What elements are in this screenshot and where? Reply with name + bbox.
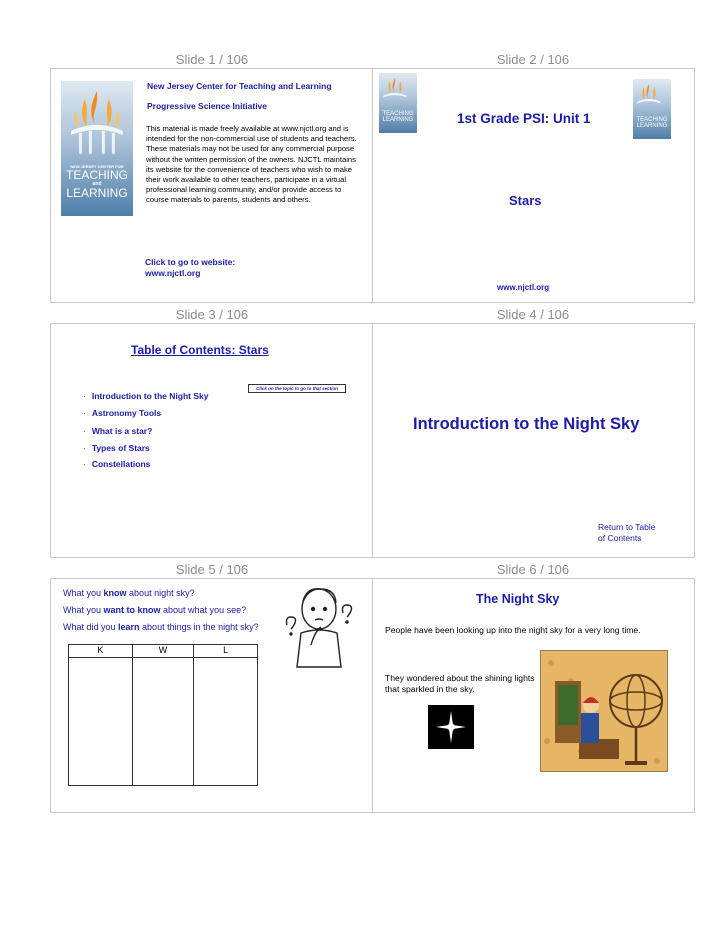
- flame-logo-icon: [61, 89, 133, 154]
- logo-text: NEW JERSEY CENTER FOR TEACHING and LEARNING: [65, 164, 128, 201]
- return-to-toc-link[interactable]: Return to Table of Contents: [598, 522, 656, 543]
- slide-4-title: Introduction to the Night Sky: [413, 415, 640, 433]
- slide-5-label: Slide 5 / 106: [175, 562, 249, 577]
- flame-logo-icon: [633, 83, 665, 112]
- slide-2[interactable]: [372, 68, 695, 303]
- flame-logo-icon: [379, 77, 411, 106]
- slide-4-label: Slide 4 / 106: [496, 307, 570, 322]
- toc-item-star[interactable]: · What is a star?: [83, 426, 153, 436]
- slide-5[interactable]: [50, 578, 373, 813]
- toc-item-intro[interactable]: · Introduction to the Night Sky: [83, 391, 209, 401]
- toc-title: Table of Contents: Stars: [131, 343, 269, 357]
- kwl-cell-w[interactable]: [132, 658, 194, 786]
- slide-6-paragraph-2: They wondered about the shining lights that sparkled in the sky.: [385, 673, 535, 694]
- toc-item-tools[interactable]: · Astronomy Tools: [83, 408, 162, 418]
- kwl-cell-k[interactable]: [69, 658, 133, 786]
- njctl-logo-right: TEACHING LEARNING: [633, 79, 671, 139]
- star-image: [428, 705, 474, 749]
- njctl-logo: [61, 81, 133, 216]
- thinking-boy-icon: [281, 583, 359, 669]
- kwl-header-l: L: [194, 645, 258, 658]
- kwl-table[interactable]: [68, 644, 258, 786]
- slide-4[interactable]: [372, 323, 695, 558]
- slide-6-title: The Night Sky: [476, 592, 560, 606]
- toc-item-constellations[interactable]: · Constellations: [83, 459, 151, 469]
- kwl-question-know: What you know about night sky?: [63, 588, 195, 598]
- slide-1-label: Slide 1 / 106: [175, 52, 249, 67]
- toc-hint-box: Click on the topic to go to that section: [248, 384, 346, 393]
- kwl-header-w: W: [132, 645, 194, 658]
- slide-2-label: Slide 2 / 106: [496, 52, 570, 67]
- slide-1-title: New Jersey Center for Teaching and Learning: [147, 81, 332, 91]
- astronomer-illustration: [540, 650, 668, 772]
- slide-3[interactable]: [50, 323, 373, 558]
- slide-6-paragraph-1: People have been looking up into the night sky for a very long time.: [385, 625, 641, 635]
- kwl-cell-l[interactable]: [194, 658, 258, 786]
- kwl-header-k: K: [69, 645, 133, 658]
- slide-1[interactable]: [50, 68, 373, 303]
- kwl-question-want: What you want to know about what you see?: [63, 605, 247, 615]
- kwl-question-learn: What did you learn about things in the night sky?: [63, 622, 259, 632]
- toc-item-types[interactable]: · Types of Stars: [83, 443, 150, 453]
- slide-1-body: This material is made freely available at www.njctl.org and is intended for the non-commercial use of students and teachers. These materials may not be used for any commercial purpose without the written permission of the owners. NJCTL maintains its website for the convenience of teachers who wish to make their work available to other teachers, participate in a virtual professional learning community, and/or provide access to course materials to parents, students and others.: [146, 124, 357, 205]
- slide-2-url[interactable]: www.njctl.org: [497, 283, 550, 292]
- slide-2-title: 1st Grade PSI: Unit 1: [457, 111, 591, 126]
- njctl-logo-left: TEACHING LEARNING: [379, 73, 417, 133]
- slide-6-label: Slide 6 / 106: [496, 562, 570, 577]
- slide-2-topic: Stars: [509, 193, 542, 208]
- slide-6[interactable]: [372, 578, 695, 813]
- star-sparkle-icon: [428, 705, 474, 749]
- slide-1-subtitle: Progressive Science Initiative: [147, 101, 268, 111]
- website-link[interactable]: Click to go to website: www.njctl.org: [145, 257, 236, 278]
- slide-3-label: Slide 3 / 106: [175, 307, 249, 322]
